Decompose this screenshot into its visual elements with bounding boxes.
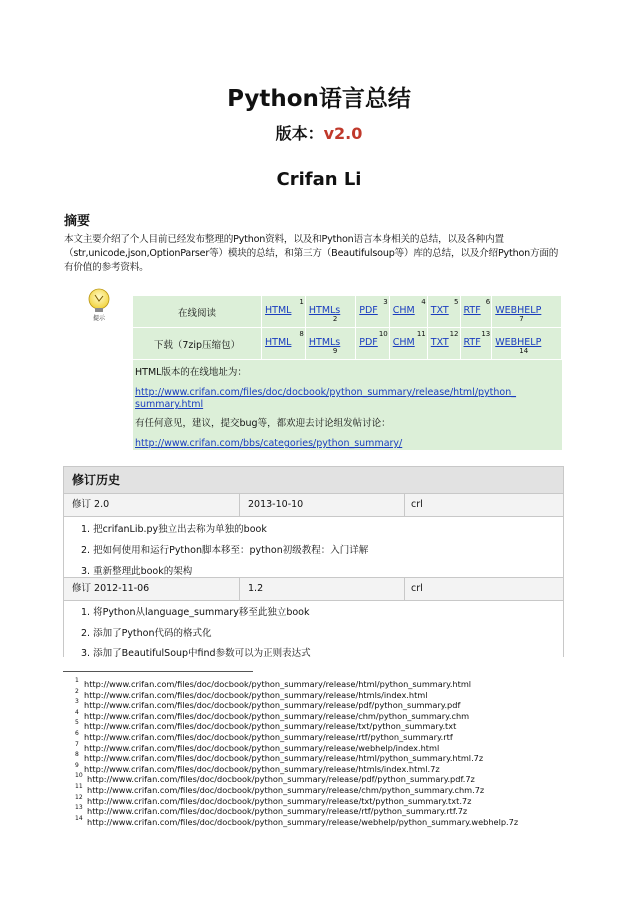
footnote: 5 http://www.crifan.com/files/doc/docbook/python_summary/release/txt/python_summary.txt [75,719,457,732]
revision-author: crl [404,578,561,600]
download-table [133,296,562,360]
footnote: 6 http://www.crifan.com/files/doc/docbook/python_summary/release/rtf/python_summary.rtf [75,729,453,742]
footnote: 12 http://www.crifan.com/files/doc/docbook/python_summary/release/txt/python_summary.txt.7z [75,793,472,806]
download-pdf-link[interactable]: PDF [359,337,378,348]
revision-item: 3. 重新整理此book的架构 [81,566,193,577]
abstract-text: 本文主要介绍了个人目前已经发布整理的Python资料，以及和Python语言本身相关的总结，以及各种内置（str,unicode,json,OptionParser等）模块的总结，和第三方（Beautifulsoup等）库的总结，以及介绍Python方面的有价值的参考资料。 [64,234,559,273]
online-html-link[interactable]: HTML [265,305,292,316]
revision-number: 修订 2.0 [72,499,110,510]
footnote-url[interactable]: http://www.crifan.com/files/doc/docbook/python_summary/release/rtf/python_summary.rtf.7z [87,806,468,817]
author-name: Crifan Li [276,169,362,190]
download-label: 下载（7zip压缩包） [133,328,262,360]
online-url-link[interactable]: http://www.crifan.com/files/doc/docbook/python_summary/release/html/python_ [135,387,517,398]
online-webhelp-link[interactable]: WEBHELP [495,305,542,316]
online-txt-link[interactable]: TXT [430,305,449,316]
revision-item: 1. 把crifanLib.py独立出去称为单独的book [81,524,267,535]
revision-date: 1.2 [239,578,398,600]
download-webhelp-link[interactable]: WEBHELP [495,337,542,348]
footnote-url[interactable]: http://www.crifan.com/files/doc/docbook/python_summary/release/webhelp/index.html [84,742,440,753]
footnote-url[interactable]: http://www.crifan.com/files/doc/docbook/python_summary/release/chm/python_summary.chm [84,710,470,721]
revision-item: 1. 将Python从language_summary移至此独立book [81,607,310,618]
revision-history [63,466,564,657]
footnote-url[interactable]: http://www.crifan.com/files/doc/docbook/python_summary/release/webhelp/python_summary.webhelp.7z [87,816,519,827]
footnote-url[interactable]: http://www.crifan.com/files/doc/docbook/python_summary/release/txt/python_summary.txt.7z [87,795,472,806]
abstract-heading: 摘要 [64,214,91,229]
online-htmls-link[interactable]: HTMLs [308,305,341,316]
footnote: 14 http://www.crifan.com/files/doc/docbook/python_summary/release/webhelp/python_summary.webhelp.7z [75,814,519,827]
footnote-url[interactable]: http://www.crifan.com/files/doc/docbook/python_summary/release/pdf/python_summary.pdf [84,700,461,711]
feedback-url-link[interactable]: http://www.crifan.com/bbs/categories/python_summary/ [135,438,403,449]
revision-heading: 修订历史 [64,467,563,493]
footnote: 4 http://www.crifan.com/files/doc/docbook/python_summary/release/chm/python_summary.chm [75,708,470,721]
footnote-url[interactable]: http://www.crifan.com/files/doc/docbook/python_summary/release/txt/python_summary.txt [84,721,457,732]
footnote: 1 http://www.crifan.com/files/doc/docbook/python_summary/release/html/python_summary.html [75,677,472,689]
download-rtf-link[interactable]: RTF [463,337,481,348]
footnote: 7 http://www.crifan.com/files/doc/docbook/python_summary/release/webhelp/index.html [75,740,440,753]
revision-author: crl [404,494,561,516]
footnote: 2 http://www.crifan.com/files/doc/docbook/python_summary/release/htmls/index.html [75,687,428,700]
revision-number: 修订 2012-11-06 [72,583,150,594]
version-label: 版本： [275,124,324,143]
revision-item: 2. 添加了Python代码的格式化 [81,628,212,639]
footnote-url[interactable]: http://www.crifan.com/files/doc/docbook/python_summary/release/chm/python_summary.chm.7z [87,784,485,795]
footnote-url[interactable]: http://www.crifan.com/files/doc/docbook/python_summary/release/rtf/python_summary.rtf [84,731,453,742]
version-number: v2.0 [323,124,363,143]
online-chm-link[interactable]: CHM [392,305,415,316]
footnote-url[interactable]: http://www.crifan.com/files/doc/docbook/python_summary/release/pdf/python_summary.pdf.7z [87,774,475,785]
online-address-label: HTML版本的在线地址为： [135,367,247,378]
footnote: 8 http://www.crifan.com/files/doc/docbook/python_summary/release/html/python_summary.html.7z [75,751,484,764]
online-url-link-cont[interactable]: summary.html [135,399,204,410]
download-txt-link[interactable]: TXT [430,337,449,348]
document-title: Python语言总结 [227,86,411,112]
download-row: 下载（7zip压缩包） HTML 8 HTMLs 9 PDF 10 CHM 11 TXT 12 RTF 13 WEBHELP 14 [133,328,562,360]
download-chm-link[interactable]: CHM [392,337,415,348]
download-html-link[interactable]: HTML [265,337,292,348]
footnote-divider [63,671,253,672]
footnote-url[interactable]: http://www.crifan.com/files/doc/docbook/python_summary/release/htmls/index.html [84,689,428,700]
version-line [0,121,638,144]
online-label: 在线阅读 [133,296,262,328]
online-row: 在线阅读 HTML 1 HTMLs 2 PDF 3 CHM 4 TXT 5 RTF 6 WEBHELP 7 [133,296,562,328]
footnote-url[interactable]: http://www.crifan.com/files/doc/docbook/python_summary/release/html/python_summary.html [84,679,472,689]
footnote: 9 http://www.crifan.com/files/doc/docbook/python_summary/release/htmls/index.html.7z [75,761,440,774]
footnote-url[interactable]: http://www.crifan.com/files/doc/docbook/python_summary/release/html/python_summary.html.7z [84,753,484,764]
footnotes [75,679,595,827]
tip-icon-label: 提示 [92,315,105,322]
revision-row [64,577,563,601]
footnote: 10 http://www.crifan.com/files/doc/docbook/python_summary/release/pdf/python_summary.pdf.7z [75,772,475,785]
footnote: 3 http://www.crifan.com/files/doc/docbook/python_summary/release/pdf/python_summary.pdf [75,698,461,711]
revision-row [64,493,563,517]
online-pdf-link[interactable]: PDF [359,305,378,316]
footnote-url[interactable]: http://www.crifan.com/files/doc/docbook/python_summary/release/htmls/index.html.7z [84,763,440,774]
footnote: 11 http://www.crifan.com/files/doc/docbook/python_summary/release/chm/python_summary.chm.7z [75,782,485,795]
download-htmls-link[interactable]: HTMLs [308,337,341,348]
feedback-label: 有任何意见，建议，提交bug等，都欢迎去讨论组发帖讨论： [135,418,391,429]
footnote: 13 http://www.crifan.com/files/doc/docbook/python_summary/release/rtf/python_summary.rtf.7z [75,804,468,817]
revision-item: 3. 添加了BeautifulSoup中find参数可以为正则表达式 [81,648,311,659]
revision-item: 2. 把如何使用和运行Python脚本移至：python初级教程：入门详解 [81,545,369,556]
revision-date: 2013-10-10 [239,494,398,516]
online-rtf-link[interactable]: RTF [463,305,481,316]
